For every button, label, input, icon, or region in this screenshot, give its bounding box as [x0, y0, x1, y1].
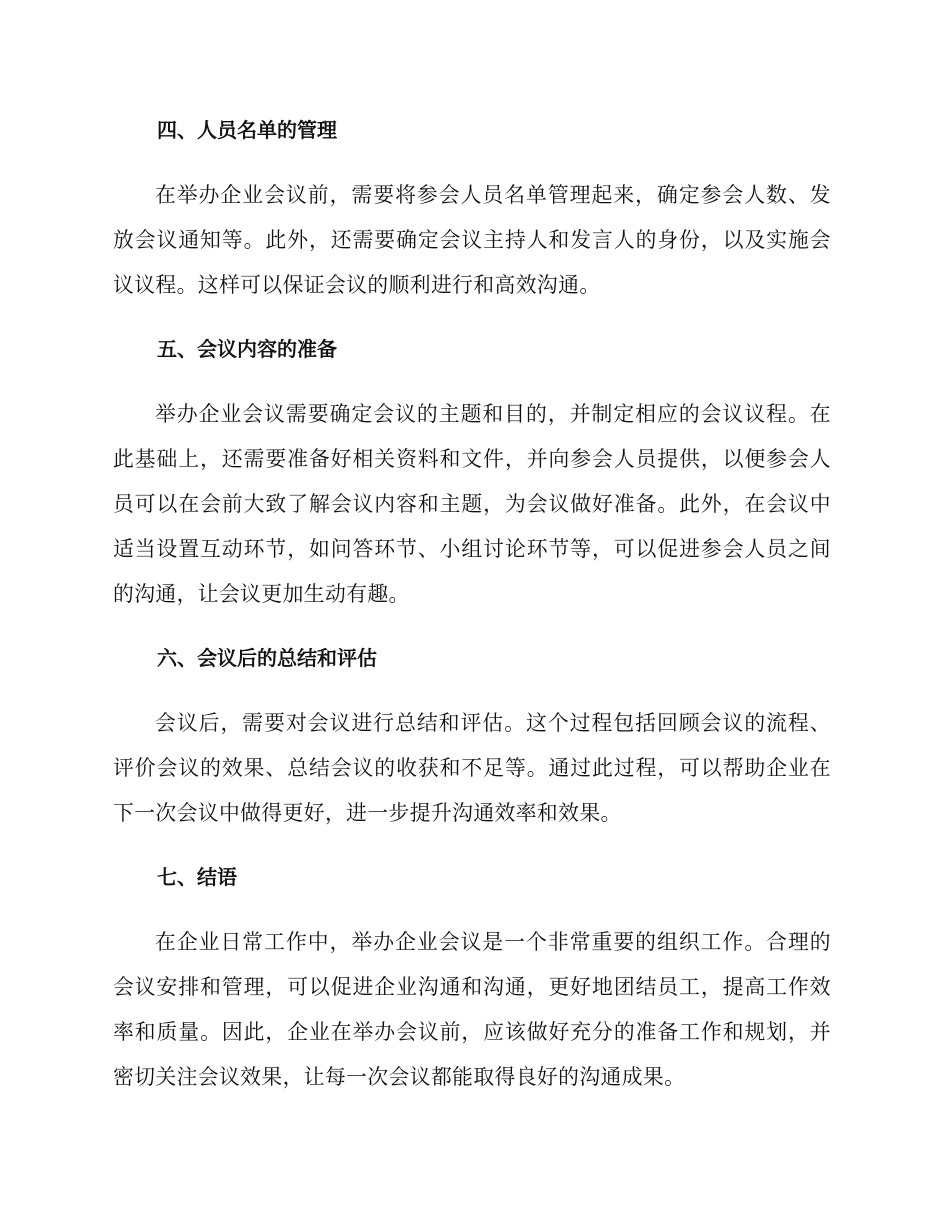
section-summary-evaluation [113, 636, 831, 836]
section-paragraph: 会议后，需要对会议进行总结和评估。这个过程包括回顾会议的流程、评价会议的效果、总结会议的收获和不足等。通过此过程，可以帮助企业在下一次会议中做得更好，进一步提升沟通效率和效果。 [113, 711, 831, 825]
section-paragraph: 举办企业会议需要确定会议的主题和目的，并制定相应的会议议程。在此基础上，还需要准备好相关资料和文件，并向参会人员提供，以便参会人员可以在会前大致了解会议内容和主题，为会议做好准备。此外，在会议中适当设置互动环节，如问答环节、小组讨论环节等，可以促进参会人员之间的沟通，让会议更加生动有趣。 [113, 402, 831, 606]
section-heading: 七、结语 [157, 865, 237, 889]
section-conclusion [113, 855, 831, 1100]
section-personnel-list [113, 108, 831, 308]
section-content-preparation [113, 327, 831, 617]
section-heading: 四、人员名单的管理 [157, 118, 337, 142]
section-paragraph: 在举办企业会议前，需要将参会人员名单管理起来，确定参会人数、发放会议通知等。此外，还需要确定会议主持人和发言人的身份，以及实施会议议程。这样可以保证会议的顺利进行和高效沟通。 [113, 183, 831, 297]
document-page [113, 108, 831, 1119]
section-heading: 六、会议后的总结和评估 [157, 646, 377, 670]
section-heading: 五、会议内容的准备 [157, 337, 337, 361]
section-paragraph: 在企业日常工作中，举办企业会议是一个非常重要的组织工作。合理的会议安排和管理，可以促进企业沟通和沟通，更好地团结员工，提高工作效率和质量。因此，企业在举办会议前，应该做好充分的准备工作和规划，并密切关注会议效果，让每一次会议都能取得良好的沟通成果。 [113, 930, 831, 1089]
